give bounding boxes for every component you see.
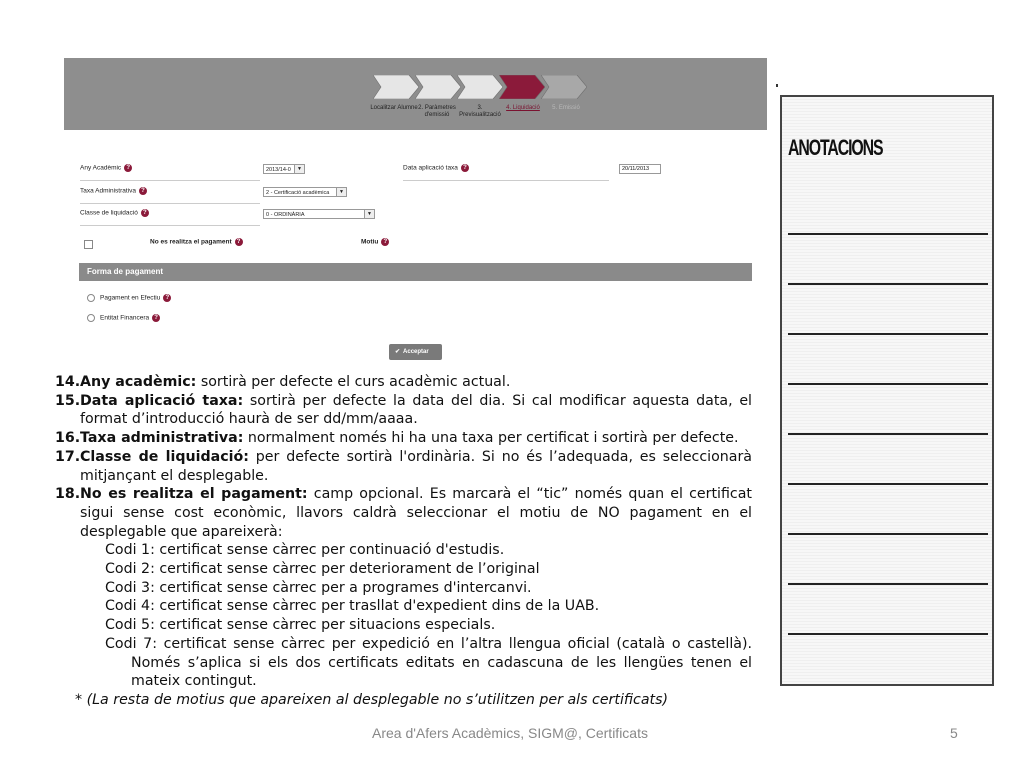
annotation-line[interactable]	[788, 633, 988, 635]
instruction-17: 17. Classe de liquidació: per defecte sortirà l'ordinària. Si no és l’adequada, es seleccionarà mitjançant el desplegable.	[55, 448, 752, 484]
instruction-14: 14. Any acadèmic: sortirà per defecte el curs acadèmic actual.	[55, 374, 511, 390]
annotation-line[interactable]	[788, 233, 988, 235]
any-academic-label: Any Acadèmic ?	[80, 164, 132, 172]
wizard-step-label: 5. Emissió	[552, 105, 580, 111]
wizard-step-2[interactable]	[415, 75, 457, 99]
divider	[80, 203, 260, 204]
annotation-line[interactable]	[788, 583, 988, 585]
annotation-line[interactable]	[788, 383, 988, 385]
annotations-title: ANOTACIONS	[788, 135, 883, 160]
instructions	[55, 373, 752, 710]
code-item: Codi 2: certificat sense càrrec per deteriorament de l’original	[105, 561, 540, 578]
any-academic-select[interactable]: 2013/14-0 ▼	[263, 164, 305, 174]
payment-section-header: Forma de pagament	[79, 263, 752, 281]
divider	[80, 180, 260, 181]
wizard-step-3[interactable]	[457, 75, 499, 99]
code-item: Codi 1: certificat sense càrrec per continuació d'estudis.	[105, 542, 505, 559]
code-item: Codi 5: certificat sense càrrec per situacions especials.	[105, 617, 496, 634]
accept-button[interactable]: ✔ Acceptar	[389, 344, 442, 360]
wizard-step-5[interactable]	[541, 75, 583, 99]
wizard-header	[64, 58, 767, 130]
payment-option-efectiu: Pagament en Efectiu ?	[100, 294, 171, 302]
tick-mark	[776, 84, 778, 87]
help-icon[interactable]: ?	[139, 187, 147, 195]
instruction-15: 15. Data aplicació taxa: sortirà per defecte la data del dia. Si cal modificar aquesta data, el format d’introducció haurà de ser dd/mm/aaaa.	[55, 392, 752, 428]
help-icon[interactable]: ?	[163, 294, 171, 302]
code-item: Codi 7: certificat sense càrrec per expedició en l’altra llengua oficial (català o castellà). Només s’aplica si els dos certificats editats en cadascuna de les llengües tenen el mateix contingut.	[105, 635, 752, 690]
classe-select[interactable]: 0 - ORDINÀRIA ▼	[263, 209, 375, 219]
help-icon[interactable]: ?	[235, 238, 243, 246]
annotation-line[interactable]	[788, 483, 988, 485]
chevron-down-icon: ▼	[294, 165, 304, 173]
radio-entitat[interactable]	[87, 314, 95, 322]
annotation-line[interactable]	[788, 333, 988, 335]
annotations-box	[780, 95, 994, 686]
help-icon[interactable]: ?	[381, 238, 389, 246]
no-pagament-label: No es realitza el pagament ?	[150, 238, 243, 246]
help-icon[interactable]: ?	[124, 164, 132, 172]
footer-text: Area d'Afers Acadèmics, SIGM@, Certificats	[372, 725, 648, 741]
taxa-label: Taxa Administrativa ?	[80, 187, 147, 195]
help-icon[interactable]: ?	[461, 164, 469, 172]
chevron-down-icon: ▼	[364, 210, 374, 218]
radio-efectiu[interactable]	[87, 294, 95, 302]
footnote: * (La resta de motius que apareixen al desplegable no s’utilitzen per als certificats)	[75, 691, 669, 708]
chevron-down-icon: ▼	[336, 188, 346, 196]
check-icon: ✔	[395, 349, 401, 355]
instruction-18: 18. No es realitza el pagament: camp opcional. Es marcarà el “tic” només quan el certificat sigui sense cost econòmic, llavors caldrà seleccionar el motiu de NO pagament en el desplegable que apareixerà:	[55, 486, 752, 540]
divider	[403, 180, 609, 181]
help-icon[interactable]: ?	[141, 209, 149, 217]
annotation-line[interactable]	[788, 433, 988, 435]
data-aplicacio-label: Data aplicació taxa ?	[403, 164, 469, 172]
annotation-line[interactable]	[788, 533, 988, 535]
code-item: Codi 4: certificat sense càrrec per trasllat d'expedient dins de la UAB.	[105, 598, 600, 615]
taxa-select[interactable]: 2 - Certificació acadèmica ▼	[263, 187, 347, 197]
motiu-label: Motiu ?	[361, 238, 389, 246]
data-aplicacio-input[interactable]: 20/11/2013	[619, 164, 661, 174]
divider	[80, 225, 260, 226]
wizard-step-label: 4. Liquidació	[506, 105, 540, 111]
annotation-line[interactable]	[788, 283, 988, 285]
payment-option-entitat: Entitat Financera ?	[100, 314, 160, 322]
wizard-step-1[interactable]	[373, 75, 415, 99]
wizard-step-4[interactable]	[499, 75, 541, 99]
instruction-16: 16. Taxa administrativa: normalment només hi ha una taxa per certificat i sortirà per defecte.	[55, 430, 739, 447]
help-icon[interactable]: ?	[152, 314, 160, 322]
wizard-step-label: 2. Paràmetres d'emissió	[418, 105, 456, 118]
no-pagament-checkbox[interactable]	[84, 240, 93, 249]
page-number: 5	[950, 725, 958, 741]
classe-label: Classe de liquidació ?	[80, 209, 149, 217]
code-item: Codi 3: certificat sense càrrec per a programes d'intercanvi.	[105, 579, 532, 596]
wizard-step-label: 3. Previsualització	[459, 105, 501, 118]
wizard-step-label: Localitzar Alumne	[370, 105, 418, 111]
